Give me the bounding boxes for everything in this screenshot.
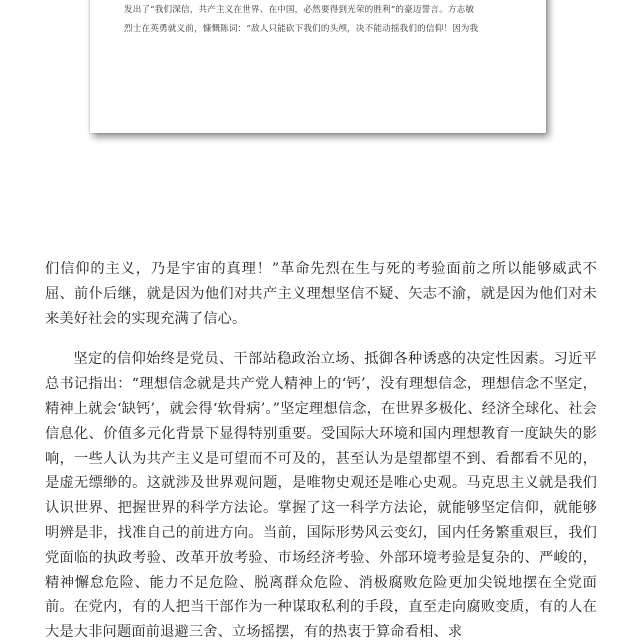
document-body — [45, 257, 597, 640]
paragraph-continuation: 们信仰的主义，乃是宇宙的真理！”革命先烈在生与死的考验面前之所以能够威武不屈、前仆后继，就是因为他们对共产主义理想坚信不疑、矢志不渝，就是因为他们对未来美好社会的实现充满了信心。 — [45, 261, 597, 327]
card-text-line-1: 发出了“我们深信，共产主义在世界、在中国，必然要得到光荣的胜利”的豪迈誓言。方志敏 — [124, 5, 475, 15]
paragraph-beliefs: 坚定的信仰始终是党员、干部站稳政治立场、抵御各种诱惑的决定性因素。习近平总书记指出：“理想信念就是共产党人精神上的‘钙’，没有理想信念，理想信念不坚定，精神上就会‘缺钙’，就会得‘软骨病’。”坚定理想信念，在世界多极化、经济全球化、社会信息化、价值多元化背景下显得特别重要。受国际大环境和国内理想教育一度缺失的影响，一些人认为共产主义是可望而不可及的，甚至认为是望都望不到、看都看不见的，是虚无缥缈的。这就涉及世界观问题，是唯物史观还是唯心史观。马克思主义就是我们认识世界、把握世界的科学方法论。掌握了这一科学方法论，就能够坚定信仰，就能够明辨是非，找准自己的前进方向。当前，国际形势风云变幻，国内任务繁重艰巨，我们党面临的执政考验、改革开放考验、市场经济考验、外部环境考验是复杂的、严峻的，精神懈怠危险、能力不足危险、脱离群众危险、消极腐败危险更加尖锐地摆在全党面前。在党内，有的人把当干部作为一种谋取私利的手段，直至走向腐败变质，有的人在大是大非问题面前退避三舍、立场摇摆，有的热衷于算命看相、求 — [45, 351, 597, 640]
previous-page-card — [90, 0, 546, 133]
card-text-line-2: 烈士在英勇就义前，慷慨陈词：“敌人只能砍下我们的头颅，决不能动摇我们的信仰！因为我 — [124, 24, 479, 34]
